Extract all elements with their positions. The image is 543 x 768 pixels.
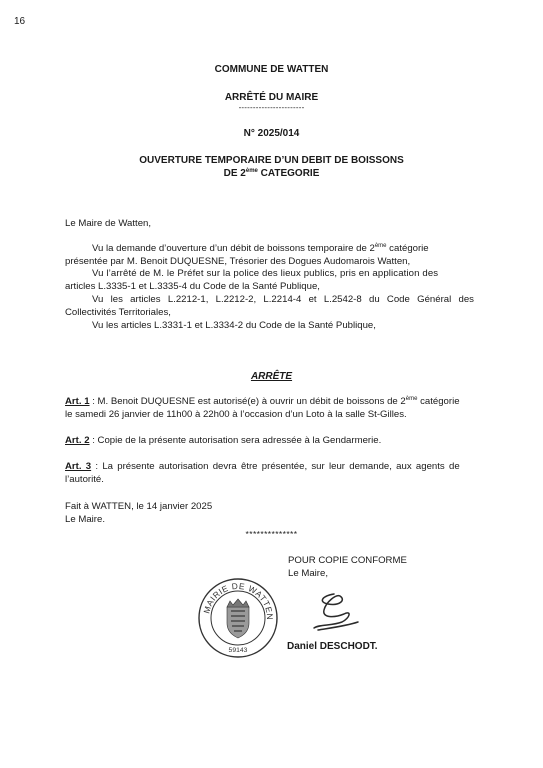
town-hall-seal: [197, 577, 279, 659]
vu-request-line-2: présentée par M. Benoit DUQUESNE, Trésorier des Dogues Audomarois Watten,: [65, 256, 411, 267]
article-2-label: Art. 2: [65, 435, 90, 446]
decision-heading: ARRÊTE: [250, 371, 293, 382]
article-3-line-1: Art. 3 : La présente autorisation devra être présentée, sur leur demande, aux agents de: [65, 461, 460, 472]
seal-postcode: 59143: [228, 647, 248, 654]
vu-articles-csp: Vu les articles L.3331-1 et L.3334-2 du Code de la Santé Publique,: [92, 320, 376, 331]
copy-mayor-role: Le Maire,: [288, 568, 328, 579]
vu-request-line-1: Vu la demande d’ouverture d’un débit de boissons temporaire de 2ème catégorie: [92, 243, 429, 254]
coat-of-arms-icon: [227, 599, 249, 638]
article-3-line-2: l’autorité.: [65, 474, 104, 485]
commune-heading: COMMUNE DE WATTEN: [214, 64, 329, 75]
vu-articles-cgct-line-1: Vu les articles L.2212-1, L.2212-2, L.2214-4 et L.2542-8 du Code Général des: [92, 294, 474, 305]
place-and-date: Fait à WATTEN, le 14 janvier 2025: [65, 501, 213, 512]
article-1-line-2: le samedi 26 janvier de 11h00 à 22h00 à l’occasion d’un Loto à la salle St-Gilles.: [65, 409, 407, 420]
decree-number: N° 2025/014: [243, 128, 300, 139]
closing-separator: **************: [245, 529, 298, 539]
subject-line-2: DE 2ème CATEGORIE: [223, 168, 320, 179]
article-1-line-1: Art. 1 : M. Benoit DUQUESNE est autorisé(e) à ouvrir un débit de boissons de 2ème catégorie: [65, 396, 460, 407]
signer-name: Daniel DESCHODT.: [287, 641, 378, 652]
article-2: Art. 2 : Copie de la présente autorisation sera adressée à la Gendarmerie.: [65, 435, 382, 446]
subject-line-1: OUVERTURE TEMPORAIRE D’UN DEBIT DE BOISSONS: [139, 155, 404, 166]
certified-copy: POUR COPIE CONFORME: [288, 555, 407, 566]
vu-articles-cgct-line-2: Collectivités Territoriales,: [65, 307, 171, 318]
decree-title: ARRÊTÉ DU MAIRE: [224, 92, 319, 103]
page-number: 16: [14, 16, 26, 27]
vu-prefect-line-1: Vu l’arrêté de M. le Préfet sur la police des lieux publics, pris en application des: [92, 268, 439, 279]
title-separator: -----------------------: [238, 103, 305, 112]
handwritten-signature: [300, 588, 370, 638]
signatory-role: Le Maire.: [65, 514, 105, 525]
article-3-label: Art. 3: [65, 461, 92, 472]
vu-prefect-line-2: articles L.3335-1 et L.3335-4 du Code de la Santé Publique,: [65, 281, 320, 292]
seal-ring-text: MAIRIE DE WATTEN: [201, 580, 276, 621]
article-1-label: Art. 1: [65, 396, 90, 407]
salutation: Le Maire de Watten,: [65, 218, 152, 229]
